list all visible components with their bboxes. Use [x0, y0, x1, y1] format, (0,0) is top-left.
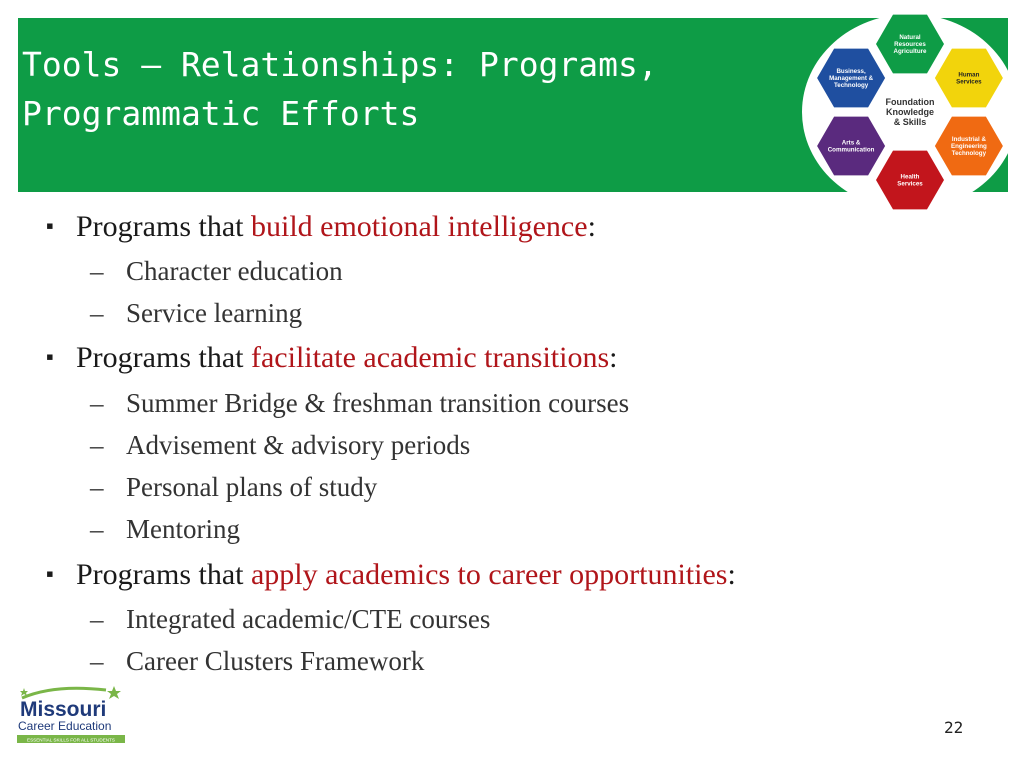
sub-item: – Integrated academic/CTE courses — [90, 604, 491, 634]
cluster-label: Health Services — [897, 173, 923, 188]
sub-item-text: Career Clusters Framework — [126, 646, 425, 676]
sub-item: – Career Clusters Framework — [90, 646, 425, 676]
bullet-marker: ▪ — [46, 344, 54, 369]
missouri-career-education-logo — [14, 684, 128, 746]
sub-item-text: Integrated academic/CTE courses — [126, 604, 491, 634]
bullet-3-highlight: apply academics to career opportunities — [250, 558, 728, 591]
bullet-1-prefix: Programs that — [76, 210, 251, 243]
cluster-label: Human Services — [956, 71, 982, 86]
sub-item-text: Summer Bridge & freshman transition courses — [126, 388, 630, 418]
cluster-label: Business, Management & Technology — [829, 67, 874, 90]
logo-swoosh — [22, 688, 106, 698]
clusters-center-label: Foundation Knowledge & Skills — [885, 97, 935, 127]
cluster-label: Natural Resources Agriculture — [893, 33, 927, 56]
sub-item-text: Service learning — [126, 298, 303, 328]
logo-career-education-text: Career Education — [18, 719, 112, 733]
bullet-marker: ▪ — [46, 213, 54, 238]
bullet-2 — [46, 341, 618, 375]
sub-item: – Advisement & advisory periods — [90, 430, 471, 460]
bullet-3-prefix: Programs that — [76, 558, 251, 591]
logo-star-icon — [107, 686, 121, 699]
sub-item-text: Mentoring — [126, 514, 240, 544]
bullet-1-highlight: build emotional intelligence — [250, 210, 588, 243]
bullet-1 — [46, 210, 596, 244]
sub-item: – Character education — [90, 256, 343, 286]
bullet-marker: ▪ — [46, 561, 54, 586]
cluster-label: Arts & Communication — [827, 139, 875, 154]
logo-missouri-text: Missouri — [20, 698, 107, 721]
logo-tagline-text: ESSENTIAL SKILLS FOR ALL STUDENTS — [27, 737, 115, 743]
bullet-2-prefix: Programs that — [76, 341, 251, 374]
bullet-1-suffix: : — [587, 210, 596, 243]
slide-title-line-1: Tools — Relationships: Programs, — [22, 45, 658, 84]
bullet-3 — [46, 558, 736, 592]
sub-item-text: Personal plans of study — [126, 472, 378, 502]
sub-item: – Service learning — [90, 298, 303, 328]
sub-item: – Mentoring — [90, 514, 240, 544]
page-number: 22 — [944, 718, 964, 737]
bullet-2-suffix: : — [609, 341, 618, 374]
sub-item: – Personal plans of study — [90, 472, 378, 502]
sub-item-text: Advisement & advisory periods — [126, 430, 471, 460]
cluster-label: Industrial & Engineering Technology — [951, 135, 987, 158]
sub-item-text: Character education — [126, 256, 343, 286]
bullet-2-highlight: facilitate academic transitions — [250, 341, 610, 374]
sub-item: – Summer Bridge & freshman transition courses — [90, 388, 630, 418]
bullet-3-suffix: : — [727, 558, 736, 591]
slide-title-line-2: Programmatic Efforts — [22, 94, 420, 133]
